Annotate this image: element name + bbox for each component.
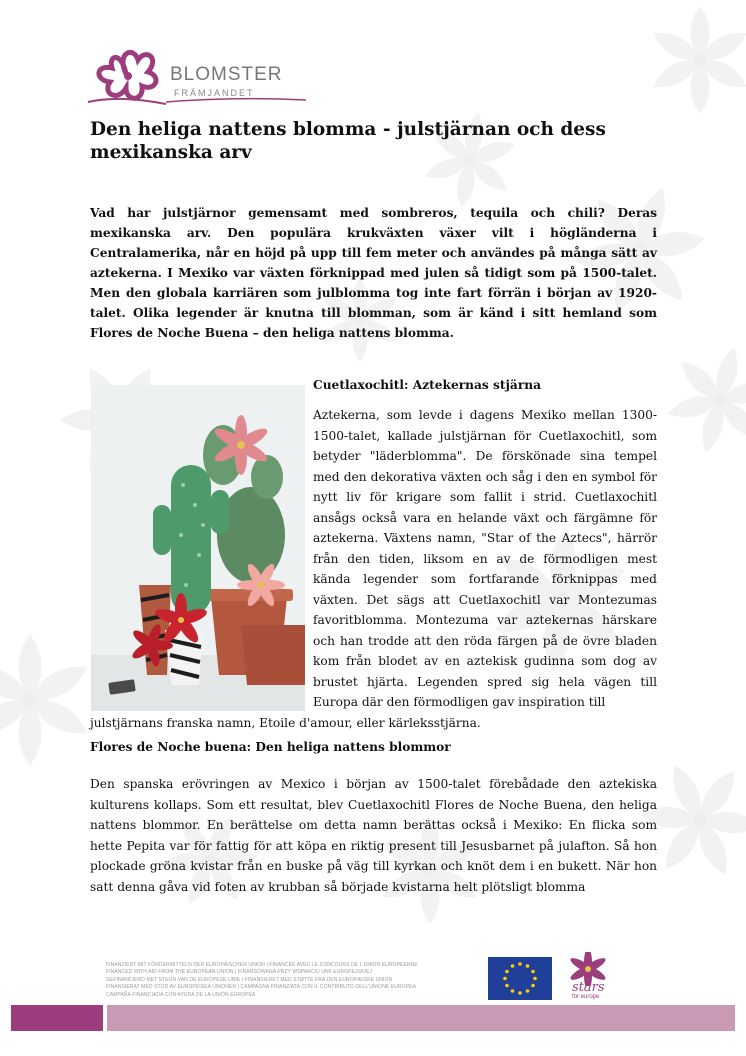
section2-body: Den spanska erövringen av Mexico i början av 1500-talet förebådade den aztekiska kulturens kollaps. Som ett resultat, blev Cuetlaxochitl Flores de Noche Buena, den heliga nattens blommor. En berättelse om detta namn berättas också i Mexiko: En flicka som hette Pepita var för fattig för att köpa en riktig present till Jesusbarnet på julafton. Så hon plockade gröna kvistar från en buske på väg till kyrkan och knöt dem i en bukett. När hon satt denna gåva vid foten av krubban så började kvistarna helt plötsligt blomma — [90, 777, 657, 894]
flower-logo-icon — [86, 44, 166, 110]
stars-subtitle: for europe — [572, 994, 600, 1000]
page-title: Den heliga nattens blomma - julstjärnan och dess mexikanska arv — [90, 119, 606, 163]
funding-line: CAMPAÑA FINANCIADA CON AYUDA DE LA UNIÓN EUROPEA — [106, 991, 256, 998]
logo-wordmark: BLOMSTER — [170, 64, 283, 85]
funding-line: FINANZIERT MIT FÖRDERMITTELN DER EUROPÄISCHEN UNION | FINANCÉE AVEC LE CONCOURS DE L'UNION EUROPEENNE — [106, 962, 418, 968]
section2-heading: Flores de Noche buena: Den heliga nattens blommor — [90, 740, 451, 754]
blomsterframjandet-logo — [86, 44, 306, 110]
logo-swoosh — [166, 96, 306, 106]
stars-for-europe-logo — [562, 952, 614, 1002]
funding-line: FINANSIERAT MED STÖD AV EUROPEISKA UNIONEN | CAMPAGNA FINANZIATA CON IL CONTRIBUTO DELL'UNIONE EUROPEA — [106, 984, 417, 991]
funding-line: GEFINANCIERD MET STEUN VAN DE EUROPESE UNIE | FINANSIERET MED STØTTE FRA DEN EUROPÆISKE UNION — [106, 976, 393, 983]
eu-flag-icon — [488, 957, 552, 1000]
eu-funding-notice — [106, 962, 484, 999]
section1-body: Aztekerna, som levde i dagens Mexiko mellan 1300-1500-talet, kallade julstjärnan för Cuetlaxochitl, som betyder "läderblomma". De förskönade sina tempel med den dekorativa växten och såg i den en symbol för nytt liv för krigare som fallit i strid. Cuetlaxochitl ansågs också vara en helande växt och färgämne för aztekerna. Växtens namn, "Star of the Aztecs", härrör från den tiden, liksom en av de förmodligen mest kända legender som fortfarande förknippas med växten. Det sägs att Cuetlaxochitl var Montezumas favoritblomma. Montezuma var aztekernas härskare och han trodde att den röda färgen på de övre bladen kom från blodet av en aztekisk gudinna som dog av brustet hjärta. Legenden spred sig hela vägen till Europa där den förmodligen gav inspiration till — [313, 408, 657, 709]
funding-line: FINANCED WITH AID FROM THE EUROPEAN UNION | FINANSOWANA PRZY WSPARCIU UNII EUROPEJSKIEJ — [106, 969, 372, 976]
poinsettia-cactus-photo — [91, 385, 305, 711]
stars-wordmark: stars — [572, 980, 605, 995]
section1-heading: Cuetlaxochitl: Aztekernas stjärna — [313, 378, 541, 392]
footer-bar-left — [11, 1005, 103, 1031]
footer-bar-right — [107, 1005, 735, 1031]
section1-body-continued: julstjärnans franska namn, Etoile d'amour, eller kärleksstjärna. — [90, 716, 481, 730]
intro-paragraph: Vad har julstjärnor gemensamt med sombreros, tequila och chili? Deras mexikanska arv. Den populära krukväxten växer vilt i högländerna i Centralamerika, når en höjd på upp till fem meter och användes på många sätt av aztekerna. I Mexiko var växten förknippad med julen så tidigt som på 1500-talet. Men den globala karriären som julblomma tog inte fart förrän i början av 1920-talet. Olika legender är knutna till blomman, som är känd i sitt hemland som Flores de Noche Buena – den heliga nattens blomma. — [90, 206, 657, 340]
logo-subtitle: FRÄMJANDET — [174, 88, 255, 98]
